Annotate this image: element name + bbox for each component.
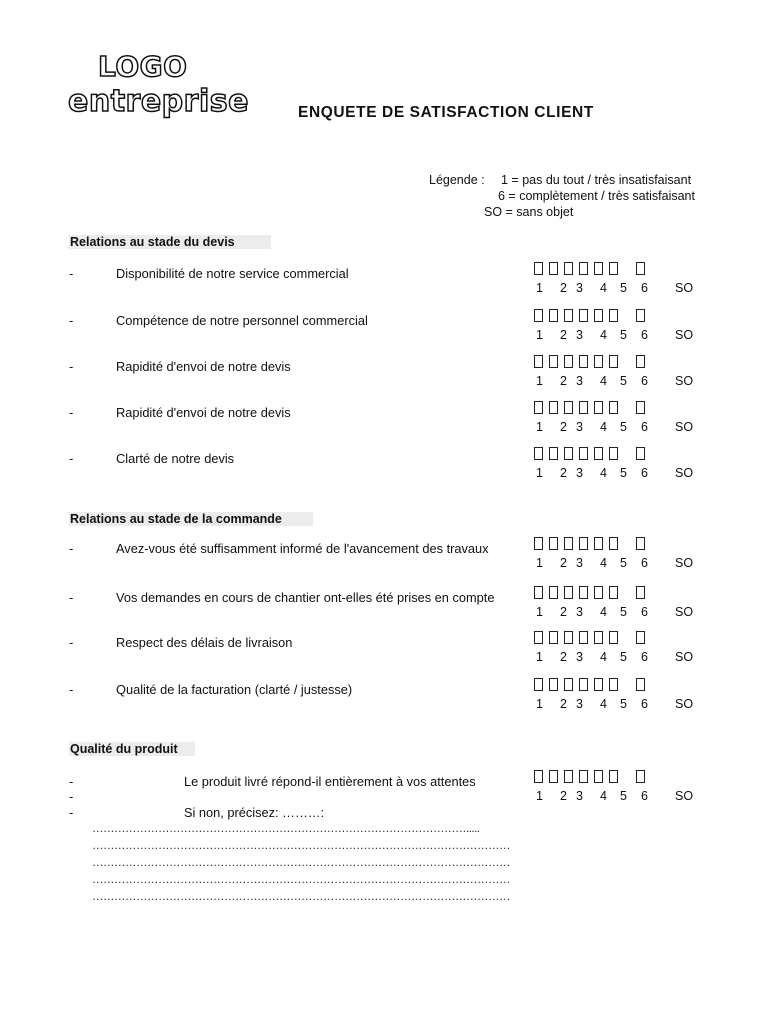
- rating-checkbox-5[interactable]: [594, 355, 603, 368]
- scale-label-n4: 4: [600, 789, 607, 803]
- scale-label-n4: 4: [600, 605, 607, 619]
- rating-checkbox-1[interactable]: [534, 355, 543, 368]
- legend-label: Légende :: [429, 173, 485, 187]
- rating-checkbox-group: [534, 768, 651, 786]
- rating-checkbox-1[interactable]: [534, 447, 543, 460]
- rating-checkbox-so[interactable]: [636, 309, 645, 322]
- scale-label-n2: 2: [560, 374, 567, 388]
- scale-label-n1: 1: [536, 697, 543, 711]
- scale-label-n4: 4: [600, 650, 607, 664]
- bullet-dash: -: [69, 451, 74, 466]
- rating-checkbox-so[interactable]: [636, 447, 645, 460]
- question-text: Rapidité d'envoi de notre devis: [116, 405, 291, 420]
- question-text: Disponibilité de notre service commercial: [116, 266, 349, 281]
- rating-checkbox-5[interactable]: [594, 447, 603, 460]
- question-text: Si non, précisez: ………:: [184, 805, 325, 820]
- rating-checkbox-group: [534, 535, 651, 553]
- rating-checkbox-group: [534, 629, 651, 647]
- scale-label-n2: 2: [560, 650, 567, 664]
- scale-label-n1: 1: [536, 556, 543, 570]
- rating-checkbox-4[interactable]: [579, 631, 588, 644]
- scale-label-n3: 3: [576, 650, 583, 664]
- rating-checkbox-3[interactable]: [564, 355, 573, 368]
- rating-checkbox-6[interactable]: [609, 447, 618, 460]
- rating-checkbox-4[interactable]: [579, 309, 588, 322]
- rating-checkbox-3[interactable]: [564, 631, 573, 644]
- bullet-dash: -: [69, 805, 74, 820]
- bullet-dash: -: [69, 359, 74, 374]
- scale-label-n3: 3: [576, 466, 583, 480]
- scale-label-n4: 4: [600, 328, 607, 342]
- bullet-dash: -: [69, 590, 74, 605]
- scale-label-n3: 3: [576, 328, 583, 342]
- scale-label-n3: 3: [576, 374, 583, 388]
- section-title: Qualité du produit: [69, 742, 195, 756]
- rating-checkbox-group: [534, 353, 651, 371]
- rating-checkbox-2[interactable]: [549, 586, 558, 599]
- rating-checkbox-1[interactable]: [534, 631, 543, 644]
- question-text: Rapidité d'envoi de notre devis: [116, 359, 291, 374]
- rating-checkbox-5[interactable]: [594, 262, 603, 275]
- rating-checkbox-3[interactable]: [564, 537, 573, 550]
- rating-checkbox-group: [534, 445, 651, 463]
- question-text: Avez-vous été suffisamment informé de l'avancement des travaux: [116, 541, 489, 556]
- scale-label-so: SO: [675, 789, 694, 803]
- rating-checkbox-group: [534, 399, 651, 417]
- rating-checkbox-so[interactable]: [636, 262, 645, 275]
- scale-label-n1: 1: [536, 374, 543, 388]
- rating-checkbox-4[interactable]: [579, 678, 588, 691]
- logo-line-2: entreprise: [68, 84, 249, 119]
- scale-label-so: SO: [675, 420, 694, 434]
- rating-checkbox-1[interactable]: [534, 262, 543, 275]
- rating-checkbox-4[interactable]: [579, 401, 588, 414]
- scale-label-n3: 3: [576, 789, 583, 803]
- scale-label-n2: 2: [560, 420, 567, 434]
- rating-checkbox-group: [534, 307, 651, 325]
- rating-checkbox-so[interactable]: [636, 678, 645, 691]
- rating-checkbox-5[interactable]: [594, 586, 603, 599]
- scale-label-n3: 3: [576, 281, 583, 295]
- rating-checkbox-so[interactable]: [636, 631, 645, 644]
- rating-checkbox-1[interactable]: [534, 678, 543, 691]
- scale-label-n2: 2: [560, 281, 567, 295]
- scale-label-n3: 3: [576, 605, 583, 619]
- rating-checkbox-1[interactable]: [534, 309, 543, 322]
- answer-dotted-line[interactable]: ………………………………………………………………………………………….....: [92, 823, 480, 835]
- scale-label-n4: 4: [600, 374, 607, 388]
- scale-label-n5: 5: [620, 420, 627, 434]
- rating-checkbox-6[interactable]: [609, 586, 618, 599]
- scale-label-n1: 1: [536, 328, 543, 342]
- rating-checkbox-1[interactable]: [534, 586, 543, 599]
- rating-checkbox-group: [534, 676, 651, 694]
- scale-label-so: SO: [675, 281, 694, 295]
- answer-dotted-line[interactable]: ……………………………………………………………………………………………………: [92, 874, 510, 886]
- scale-label-n1: 1: [536, 281, 543, 295]
- scale-label-n2: 2: [560, 328, 567, 342]
- bullet-dash: -: [69, 541, 74, 556]
- scale-label-n5: 5: [620, 697, 627, 711]
- scale-label-so: SO: [675, 374, 694, 388]
- scale-label-n4: 4: [600, 420, 607, 434]
- rating-checkbox-1[interactable]: [534, 770, 543, 783]
- page-title: ENQUETE DE SATISFACTION CLIENT: [298, 104, 594, 121]
- rating-checkbox-3[interactable]: [564, 678, 573, 691]
- scale-label-n6: 6: [641, 605, 648, 619]
- rating-checkbox-5[interactable]: [594, 678, 603, 691]
- rating-checkbox-5[interactable]: [594, 401, 603, 414]
- scale-label-n6: 6: [641, 420, 648, 434]
- rating-checkbox-2[interactable]: [549, 262, 558, 275]
- rating-checkbox-group: [534, 584, 651, 602]
- rating-checkbox-5[interactable]: [594, 537, 603, 550]
- answer-dotted-line[interactable]: ……………………………………………………………………………………………………: [92, 840, 510, 852]
- logo-line-1: LOGO: [98, 50, 188, 83]
- rating-checkbox-6[interactable]: [609, 770, 618, 783]
- rating-checkbox-4[interactable]: [579, 262, 588, 275]
- scale-label-n4: 4: [600, 281, 607, 295]
- rating-checkbox-so[interactable]: [636, 537, 645, 550]
- scale-label-n2: 2: [560, 697, 567, 711]
- rating-checkbox-3[interactable]: [564, 309, 573, 322]
- scale-label-n4: 4: [600, 556, 607, 570]
- rating-checkbox-3[interactable]: [564, 401, 573, 414]
- rating-checkbox-2[interactable]: [549, 355, 558, 368]
- question-text: Le produit livré répond-il entièrement à vos attentes: [184, 774, 476, 789]
- scale-label-n6: 6: [641, 328, 648, 342]
- scale-label-so: SO: [675, 328, 694, 342]
- rating-checkbox-6[interactable]: [609, 355, 618, 368]
- rating-checkbox-3[interactable]: [564, 586, 573, 599]
- scale-label-n4: 4: [600, 697, 607, 711]
- rating-checkbox-5[interactable]: [594, 770, 603, 783]
- rating-checkbox-6[interactable]: [609, 678, 618, 691]
- scale-label-n1: 1: [536, 789, 543, 803]
- scale-label-n6: 6: [641, 789, 648, 803]
- rating-checkbox-4[interactable]: [579, 355, 588, 368]
- rating-checkbox-4[interactable]: [579, 586, 588, 599]
- scale-label-n2: 2: [560, 605, 567, 619]
- rating-checkbox-so[interactable]: [636, 355, 645, 368]
- scale-label-n4: 4: [600, 466, 607, 480]
- scale-label-n1: 1: [536, 466, 543, 480]
- bullet-dash: -: [69, 405, 74, 420]
- scale-label-n5: 5: [620, 281, 627, 295]
- scale-label-so: SO: [675, 605, 694, 619]
- legend-line-1: 1 = pas du tout / très insatisfaisant: [501, 173, 692, 187]
- scale-label-n2: 2: [560, 556, 567, 570]
- rating-checkbox-1[interactable]: [534, 537, 543, 550]
- rating-checkbox-so[interactable]: [636, 586, 645, 599]
- scale-label-so: SO: [675, 697, 694, 711]
- rating-checkbox-2[interactable]: [549, 447, 558, 460]
- rating-checkbox-2[interactable]: [549, 631, 558, 644]
- scale-label-n6: 6: [641, 281, 648, 295]
- rating-checkbox-3[interactable]: [564, 262, 573, 275]
- bullet-dash: -: [69, 635, 74, 650]
- rating-checkbox-5[interactable]: [594, 631, 603, 644]
- rating-checkbox-3[interactable]: [564, 447, 573, 460]
- scale-label-n5: 5: [620, 328, 627, 342]
- answer-dotted-line[interactable]: ……………………………………………………………………………………………………: [92, 891, 510, 903]
- scale-label-n3: 3: [576, 697, 583, 711]
- scale-label-n6: 6: [641, 650, 648, 664]
- rating-checkbox-2[interactable]: [549, 401, 558, 414]
- scale-label-n5: 5: [620, 605, 627, 619]
- scale-label-n1: 1: [536, 420, 543, 434]
- scale-label-n2: 2: [560, 789, 567, 803]
- rating-checkbox-6[interactable]: [609, 262, 618, 275]
- scale-label-so: SO: [675, 466, 694, 480]
- scale-label-n6: 6: [641, 374, 648, 388]
- bullet-dash: -: [69, 682, 74, 697]
- scale-label-n6: 6: [641, 697, 648, 711]
- rating-checkbox-group: [534, 260, 651, 278]
- rating-checkbox-2[interactable]: [549, 770, 558, 783]
- question-text: Vos demandes en cours de chantier ont-elles été prises en compte: [116, 590, 495, 605]
- rating-checkbox-6[interactable]: [609, 537, 618, 550]
- rating-checkbox-6[interactable]: [609, 631, 618, 644]
- bullet-dash: -: [69, 313, 74, 328]
- rating-checkbox-2[interactable]: [549, 537, 558, 550]
- rating-checkbox-6[interactable]: [609, 401, 618, 414]
- rating-checkbox-2[interactable]: [549, 678, 558, 691]
- rating-checkbox-4[interactable]: [579, 770, 588, 783]
- scale-label-n6: 6: [641, 466, 648, 480]
- scale-label-n3: 3: [576, 556, 583, 570]
- scale-label-n5: 5: [620, 789, 627, 803]
- rating-checkbox-3[interactable]: [564, 770, 573, 783]
- rating-checkbox-4[interactable]: [579, 537, 588, 550]
- rating-checkbox-2[interactable]: [549, 309, 558, 322]
- bullet-dash: -: [69, 266, 74, 281]
- bullet-dash: -: [69, 789, 74, 804]
- rating-checkbox-1[interactable]: [534, 401, 543, 414]
- question-text: Clarté de notre devis: [116, 451, 235, 466]
- scale-label-so: SO: [675, 650, 694, 664]
- scale-label-n5: 5: [620, 556, 627, 570]
- scale-label-n5: 5: [620, 466, 627, 480]
- section-title: Relations au stade de la commande: [69, 512, 313, 526]
- rating-checkbox-so[interactable]: [636, 401, 645, 414]
- scale-label-n6: 6: [641, 556, 648, 570]
- question-text: Respect des délais de livraison: [116, 635, 293, 650]
- legend-line-2: 6 = complètement / très satisfaisant: [498, 189, 695, 203]
- rating-checkbox-5[interactable]: [594, 309, 603, 322]
- scale-label-n2: 2: [560, 466, 567, 480]
- scale-label-n5: 5: [620, 374, 627, 388]
- rating-checkbox-4[interactable]: [579, 447, 588, 460]
- scale-label-n5: 5: [620, 650, 627, 664]
- section-title: Relations au stade du devis: [69, 235, 271, 249]
- rating-checkbox-so[interactable]: [636, 770, 645, 783]
- bullet-dash: -: [69, 774, 74, 789]
- answer-dotted-line[interactable]: ……………………………………………………………………………………………………: [92, 857, 510, 869]
- question-text: Compétence de notre personnel commercial: [116, 313, 368, 328]
- legend-line-3: SO = sans objet: [484, 205, 574, 219]
- scale-label-n3: 3: [576, 420, 583, 434]
- question-text: Qualité de la facturation (clarté / justesse): [116, 682, 353, 697]
- scale-label-n1: 1: [536, 605, 543, 619]
- scale-label-so: SO: [675, 556, 694, 570]
- scale-label-n1: 1: [536, 650, 543, 664]
- rating-checkbox-6[interactable]: [609, 309, 618, 322]
